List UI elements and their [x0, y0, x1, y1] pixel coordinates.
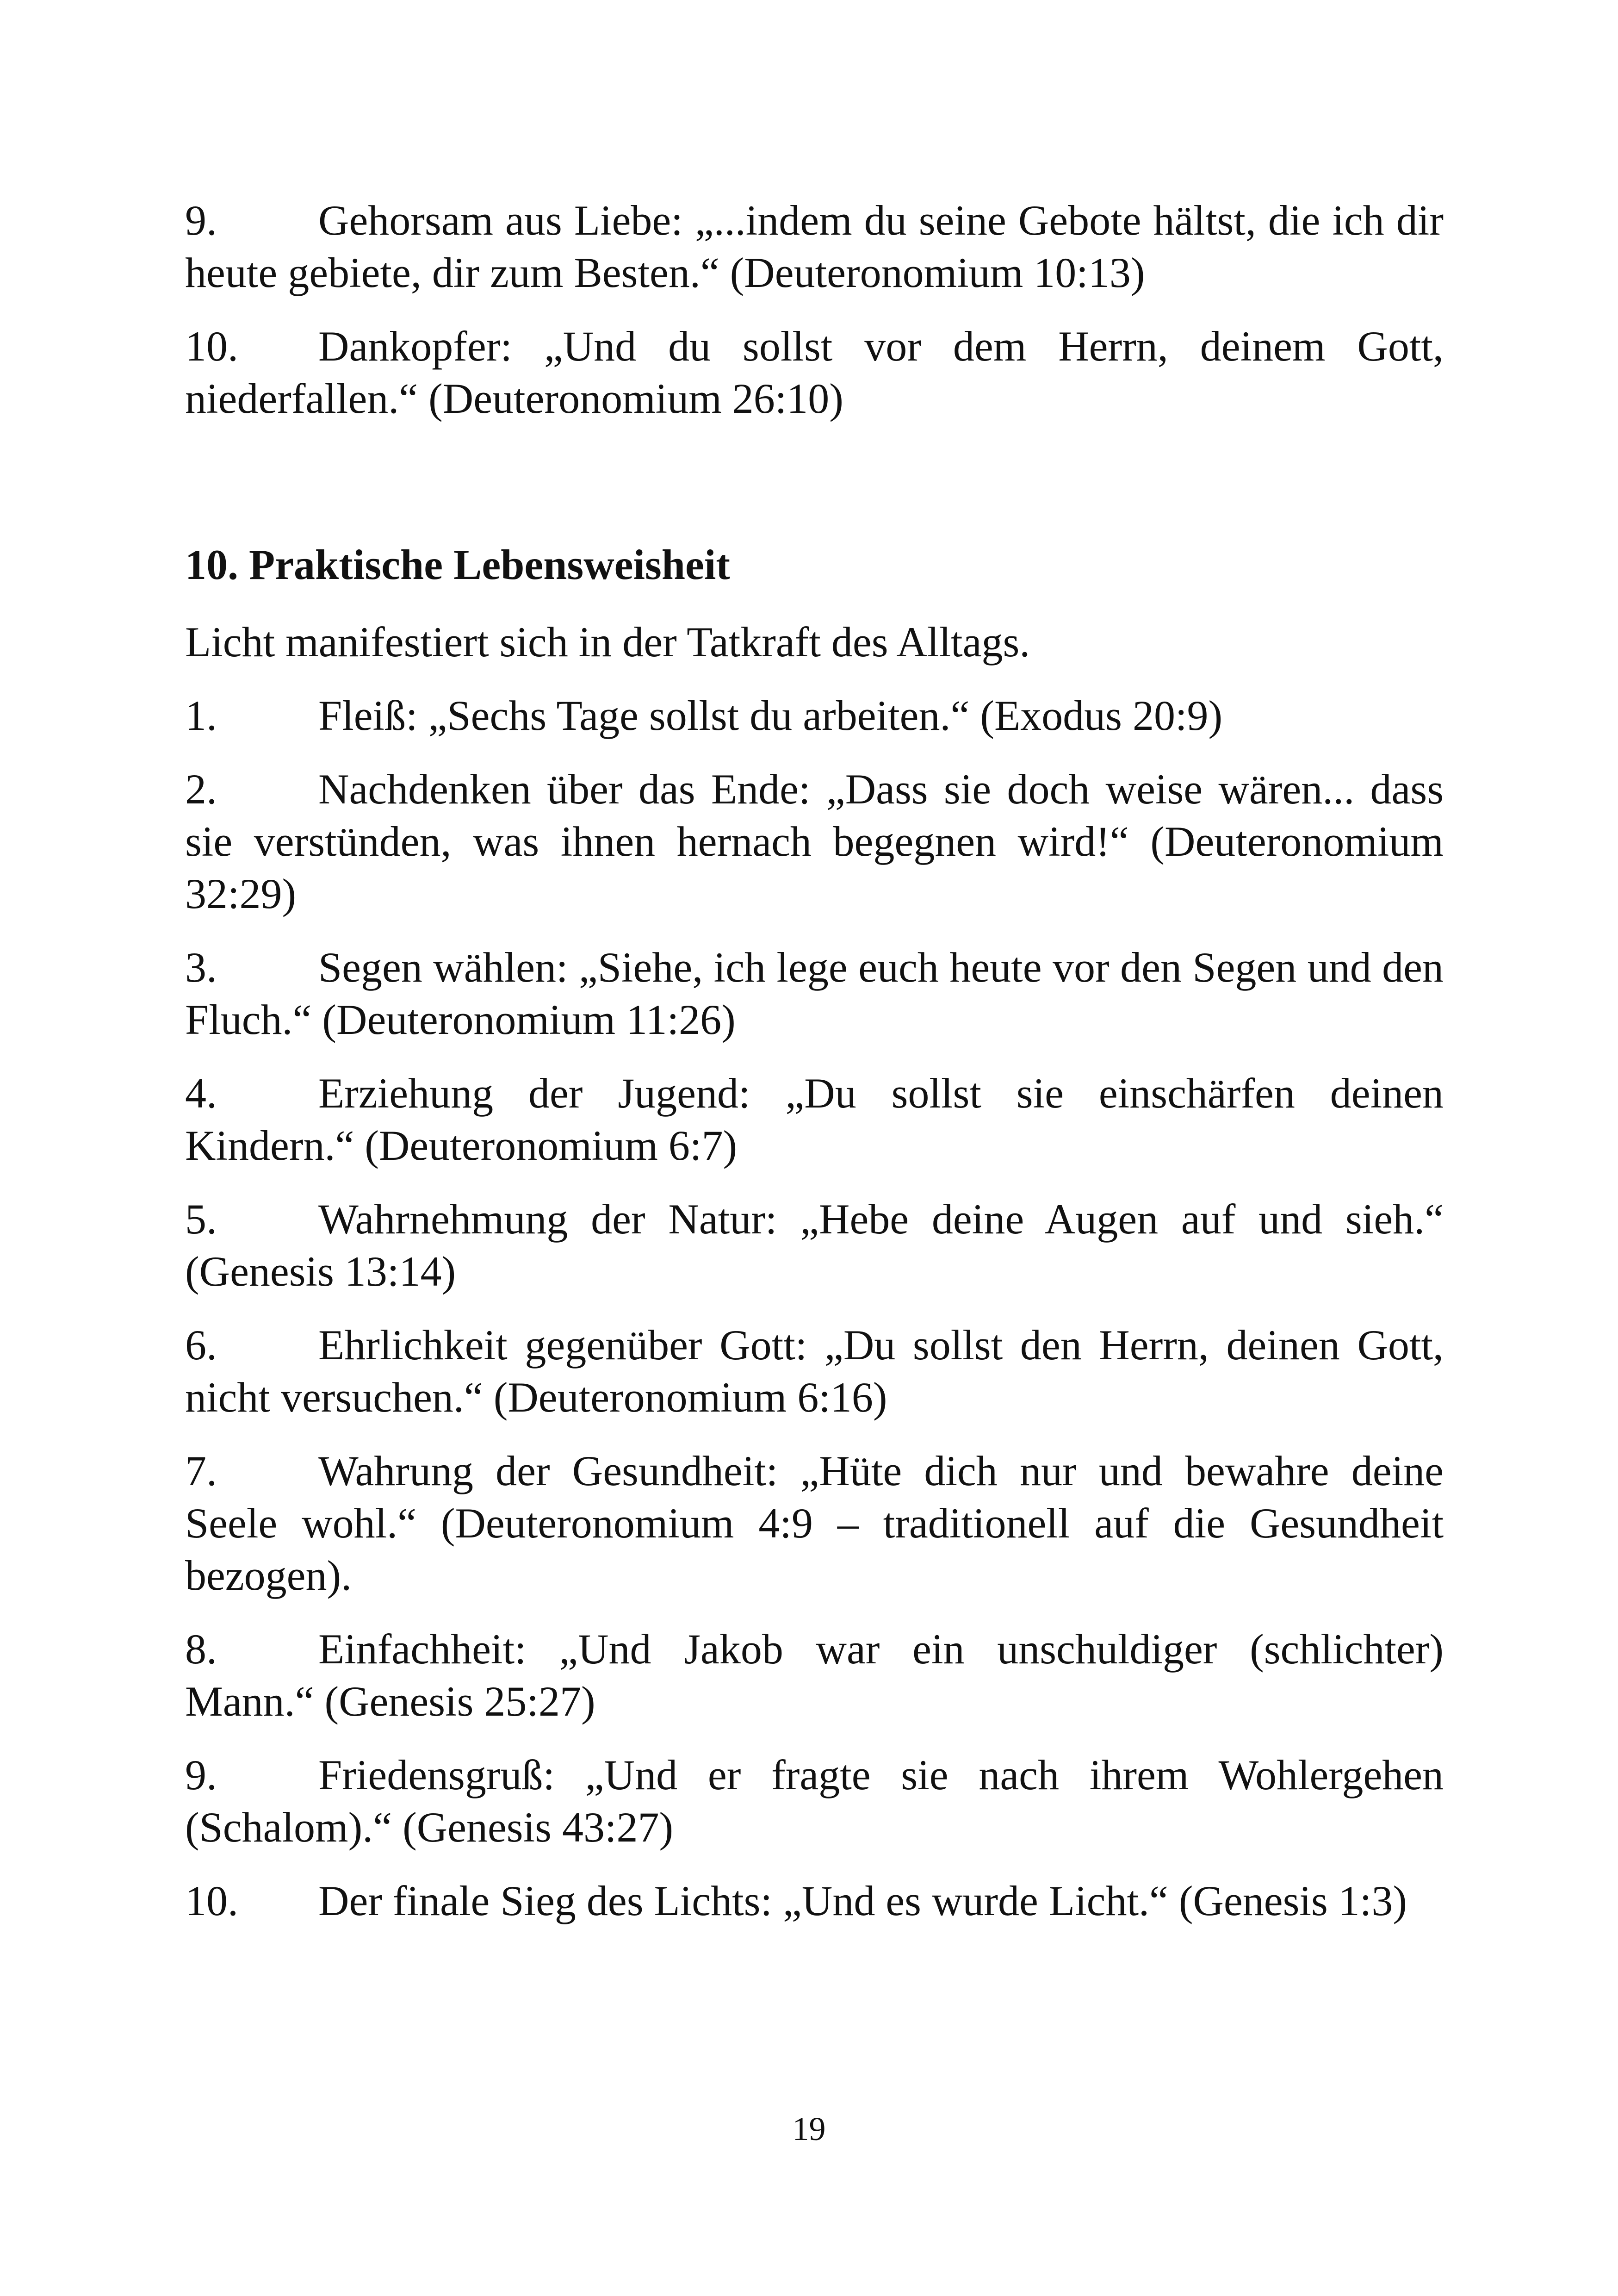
- list-item: [185, 763, 1444, 920]
- item-number: 10.: [185, 323, 238, 370]
- list-item: [185, 1875, 1444, 1927]
- item-number: 9.: [185, 197, 217, 244]
- item-text: Einfachheit: „Und Jakob war ein unschuldiger (schlichter) Mann.“ (Genesis 25:27): [185, 1625, 1444, 1725]
- item-text: Der finale Sieg des Lichts: „Und es wurde Licht.“ (Genesis 1:3): [318, 1877, 1407, 1924]
- section-intro: Licht manifestiert sich in der Tatkraft des Alltags.: [185, 618, 1030, 666]
- item-text: Dankopfer: „Und du sollst vor dem Herrn, deinem Gott, niederfallen.“ (Deuteronomium 26:10): [185, 323, 1444, 422]
- item-text: Wahrnehmung der Natur: „Hebe deine Augen auf und sieh.“ (Genesis 13:14): [185, 1195, 1444, 1295]
- item-number: 1.: [185, 692, 217, 739]
- list-item: [185, 320, 1444, 425]
- item-text: Friedensgruß: „Und er fragte sie nach ihrem Wohlergehen (Schalom).“ (Genesis 43:27): [185, 1751, 1444, 1851]
- item-text: Segen wählen: „Siehe, ich lege euch heute vor den Segen und den Fluch.“ (Deuteronomium 11:26): [185, 944, 1444, 1043]
- page-body: [185, 194, 1444, 1948]
- item-number: 10.: [185, 1877, 238, 1924]
- page-number: 19: [792, 2110, 826, 2147]
- item-number: 4.: [185, 1070, 217, 1117]
- item-number: 7.: [185, 1447, 217, 1494]
- list-item: [185, 690, 1444, 742]
- item-text: Wahrung der Gesundheit: „Hüte dich nur und bewahre deine Seele wohl.“ (Deuteronomium 4:9 – traditionell auf die Gesundheit bezogen).: [185, 1447, 1444, 1599]
- list-item: [185, 1623, 1444, 1728]
- section-spacer: [185, 446, 1444, 539]
- item-number: 8.: [185, 1625, 217, 1673]
- list-item: [185, 1067, 1444, 1172]
- list-item: [185, 194, 1444, 299]
- item-text: Erziehung der Jugend: „Du sollst sie einschärfen deinen Kindern.“ (Deuteronomium 6:7): [185, 1070, 1444, 1169]
- list-item: [185, 1319, 1444, 1424]
- item-text: Fleiß: „Sechs Tage sollst du arbeiten.“ (Exodus 20:9): [318, 692, 1223, 739]
- item-text: Gehorsam aus Liebe: „...indem du seine Gebote hältst, die ich dir heute gebiete, dir zum Besten.“ (Deuteronomium 10:13): [185, 197, 1444, 296]
- item-text: Ehrlichkeit gegenüber Gott: „Du sollst den Herrn, deinen Gott, nicht versuchen.“ (Deuteronomium 6:16): [185, 1321, 1444, 1421]
- section-heading: 10. Praktische Lebensweisheit: [185, 541, 731, 588]
- list-item: [185, 1445, 1444, 1602]
- item-number: 5.: [185, 1195, 217, 1243]
- item-number: 3.: [185, 944, 217, 991]
- list-item: [185, 1193, 1444, 1298]
- item-number: 6.: [185, 1321, 217, 1369]
- item-number: 2.: [185, 765, 217, 813]
- list-item: [185, 1749, 1444, 1854]
- list-item: [185, 941, 1444, 1046]
- item-number: 9.: [185, 1751, 217, 1798]
- item-text: Nachdenken über das Ende: „Dass sie doch weise wären... dass sie verstünden, was ihnen hernach begegnen wird!“ (Deuteronomium 32:29): [185, 765, 1444, 917]
